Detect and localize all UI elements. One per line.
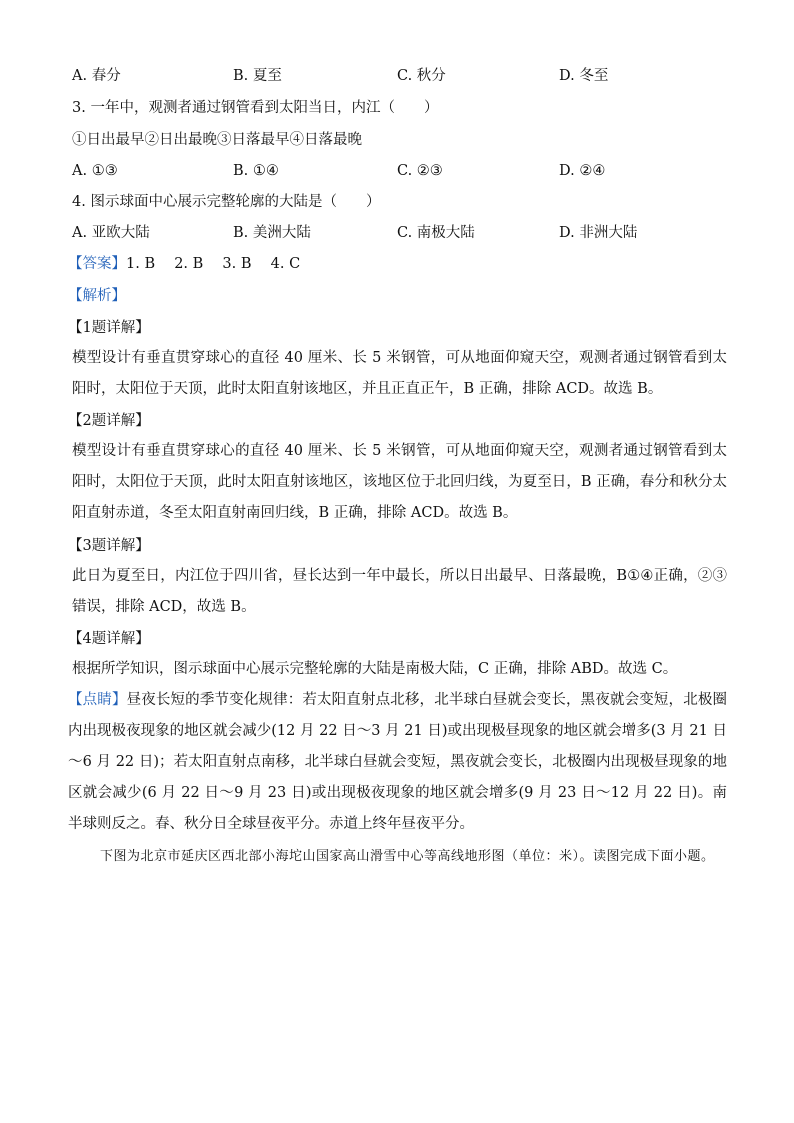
q3-option-b: B. ①④ (233, 163, 279, 179)
q3-stem: 3. 一年中，观测者通过钢管看到太阳当日，内江（ ） (72, 100, 439, 116)
answer-text: 1. B 2. B 3. B 4. C (126, 256, 301, 272)
q2-option-d: D. 冬至 (559, 68, 609, 84)
detail-1-label: 【1题详解】 (68, 320, 150, 336)
tip-text: 昼夜长短的季节变化规律：若太阳直射点北移，北半球白昼就会变长，黑夜就会变短，北极圈内出现极夜现象的地区就会减少(12 月 22 日～3 月 21 日)或出现极昼现象的地区就会增多(3 月 21 日～6 月 22 日)；若太阳直射点南移，北半球白昼就会变短，黑夜就会变长，北极圈内出现极昼现象的地区就会减少(6 月 22 日～9 月 23 日)或出现极夜现象的地区就会增多(9 月 23 日～12 月 22 日)。南半球则反之。春、秋分日全球昼夜平分。赤道上终年昼夜平分。 (68, 692, 727, 832)
q3-option-d: D. ②④ (559, 163, 606, 179)
q2-option-a: A. 春分 (72, 68, 121, 84)
q4-option-c: C. 南极大陆 (397, 225, 475, 241)
answer-line (68, 254, 300, 274)
detail-1-text: 模型设计有垂直贯穿球心的直径 40 厘米、长 5 米钢管，可从地面仰窥天空，观测者通过钢管看到太阳时，太阳位于天顶，此时太阳直射该地区，并且正直正午，B 正确，排除 ACD。故选 B。 (72, 350, 727, 397)
q2-options (72, 66, 722, 86)
q4-option-b: B. 美洲大陆 (233, 225, 311, 241)
q3-options (72, 161, 722, 181)
q2-option-c: C. 秋分 (397, 68, 446, 84)
tip-label: 【点睛】 (68, 692, 127, 708)
detail-3-label: 【3题详解】 (68, 538, 150, 554)
detail-2-label: 【2题详解】 (68, 413, 150, 429)
detail-4-label: 【4题详解】 (68, 631, 150, 647)
q3-option-c: C. ②③ (397, 163, 443, 179)
q3-option-a: A. ①③ (72, 163, 118, 179)
detail-4-text: 根据所学知识，图示球面中心展示完整轮廓的大陆是南极大陆，C 正确，排除 ABD。故选 C。 (72, 661, 678, 677)
q3-choices: ①日出最早②日出最晚③日落最早④日落最晚 (72, 132, 362, 148)
q4-option-d: D. 非洲大陆 (559, 225, 638, 241)
q4-option-a: A. 亚欧大陆 (72, 225, 150, 241)
analysis-label: 【解析】 (68, 288, 126, 304)
q2-option-b: B. 夏至 (233, 68, 282, 84)
answer-label: 【答案】 (68, 256, 126, 272)
detail-3-text: 此日为夏至日，内江位于四川省，昼长达到一年中最长，所以日出最早、日落最晚，B①④正确，②③错误，排除 ACD，故选 B。 (72, 568, 727, 615)
q4-options (72, 223, 722, 243)
q4-stem: 4. 图示球面中心展示完整轮廓的大陆是（ ） (72, 194, 381, 210)
detail-2-text: 模型设计有垂直贯穿球心的直径 40 厘米、长 5 米钢管，可从地面仰窥天空，观测者通过钢管看到太阳时，太阳位于天顶，此时太阳直射该地区，该地区位于北回归线，为夏至日，B 正确，春分和秋分太阳直射赤道，冬至太阳直射南回归线，B 正确，排除 ACD。故选 B。 (72, 443, 727, 521)
tip-block (68, 685, 727, 840)
map-intro-text: 下图为北京市延庆区西北部小海坨山国家高山滑雪中心等高线地形图（单位：米）。读图完成下面小题。 (100, 849, 715, 864)
